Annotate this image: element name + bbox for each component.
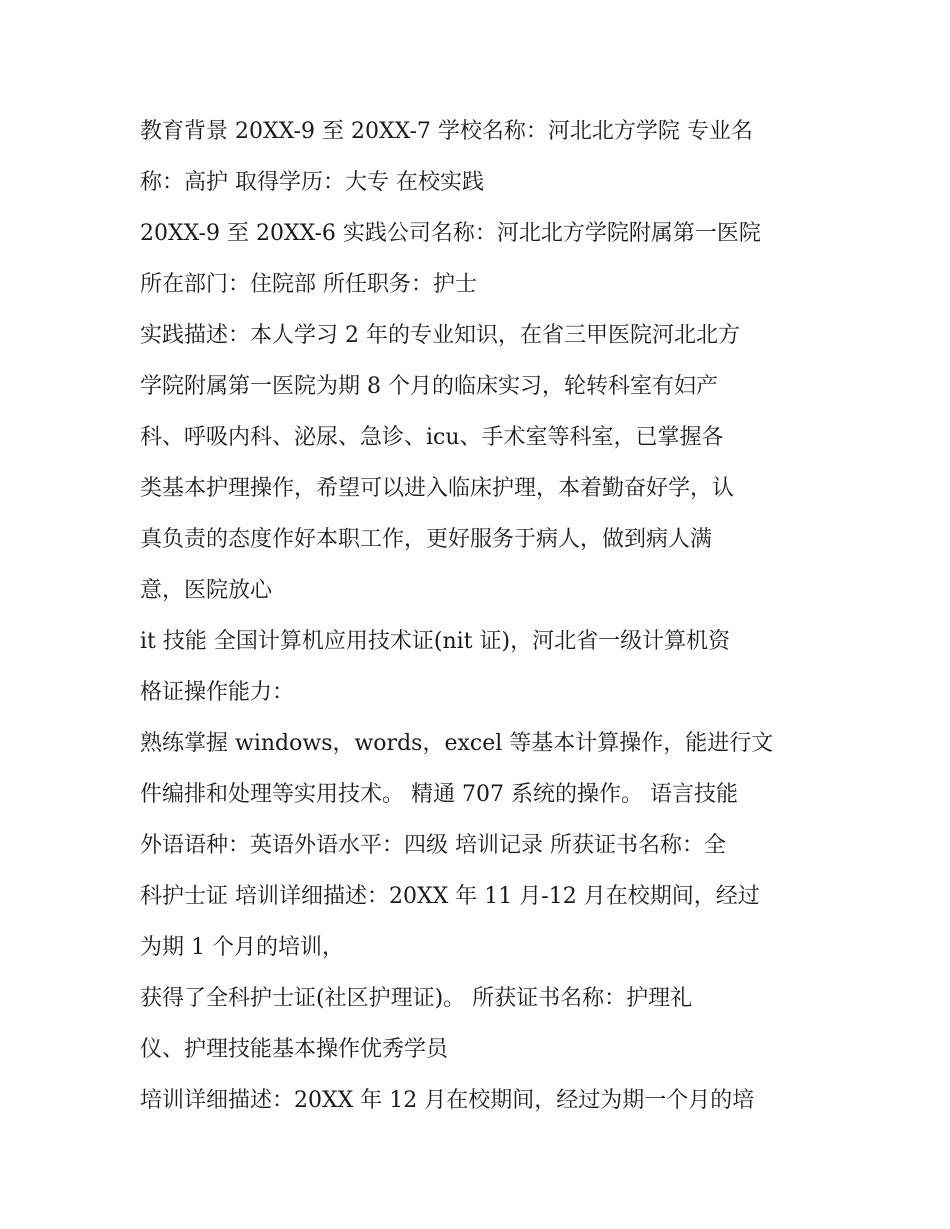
text-line: 件编排和处理等实用技术。 精通 707 系统的操作。 语言技能 xyxy=(140,782,738,807)
text-line: 学院附属第一医院为期 8 个月的临床实习，轮转科室有妇产 xyxy=(140,374,718,399)
document-body xyxy=(140,106,830,1126)
text-line: 培训详细描述：20XX 年 12 月在校期间，经过为期一个月的培 xyxy=(140,1088,755,1113)
text-line: 意，医院放心 xyxy=(140,578,273,603)
text-line: 教育背景 20XX-9 至 20XX-7 学校名称：河北北方学院 专业名 xyxy=(140,119,753,144)
text-line: 获得了全科护士证(社区护理证)。 所获证书名称：护理礼 xyxy=(140,986,693,1011)
text-line: 实践描述：本人学习 2 年的专业知识，在省三甲医院河北北方 xyxy=(140,323,740,348)
text-line: 格证操作能力： xyxy=(140,680,295,705)
text-line: 外语语种：英语外语水平：四级 培训记录 所获证书名称：全 xyxy=(140,833,726,858)
text-line: 所在部门：住院部 所任职务：护士 xyxy=(140,272,477,297)
text-line: 科、呼吸内科、泌尿、急诊、icu、手术室等科室，已掌握各 xyxy=(140,425,724,450)
text-line: 仪、护理技能基本操作优秀学员 xyxy=(140,1037,449,1062)
text-line: 真负责的态度作好本职工作，更好服务于病人，做到病人满 xyxy=(140,527,713,552)
text-line: 熟练掌握 windows，words，excel 等基本计算操作，能进行文 xyxy=(140,731,774,756)
text-line: 称：高护 取得学历：大专 在校实践 xyxy=(140,170,484,195)
text-line: 为期 1 个月的培训， xyxy=(140,935,344,960)
text-line: 科护士证 培训详细描述：20XX 年 11 月-12 月在校期间，经过 xyxy=(140,884,760,909)
text-line: 20XX-9 至 20XX-6 实践公司名称：河北北方学院附属第一医院 xyxy=(140,221,761,246)
text-line: 类基本护理操作，希望可以进入临床护理，本着勤奋好学，认 xyxy=(140,476,735,501)
text-line: it 技能 全国计算机应用技术证(nit 证)，河北省一级计算机资 xyxy=(140,629,731,654)
